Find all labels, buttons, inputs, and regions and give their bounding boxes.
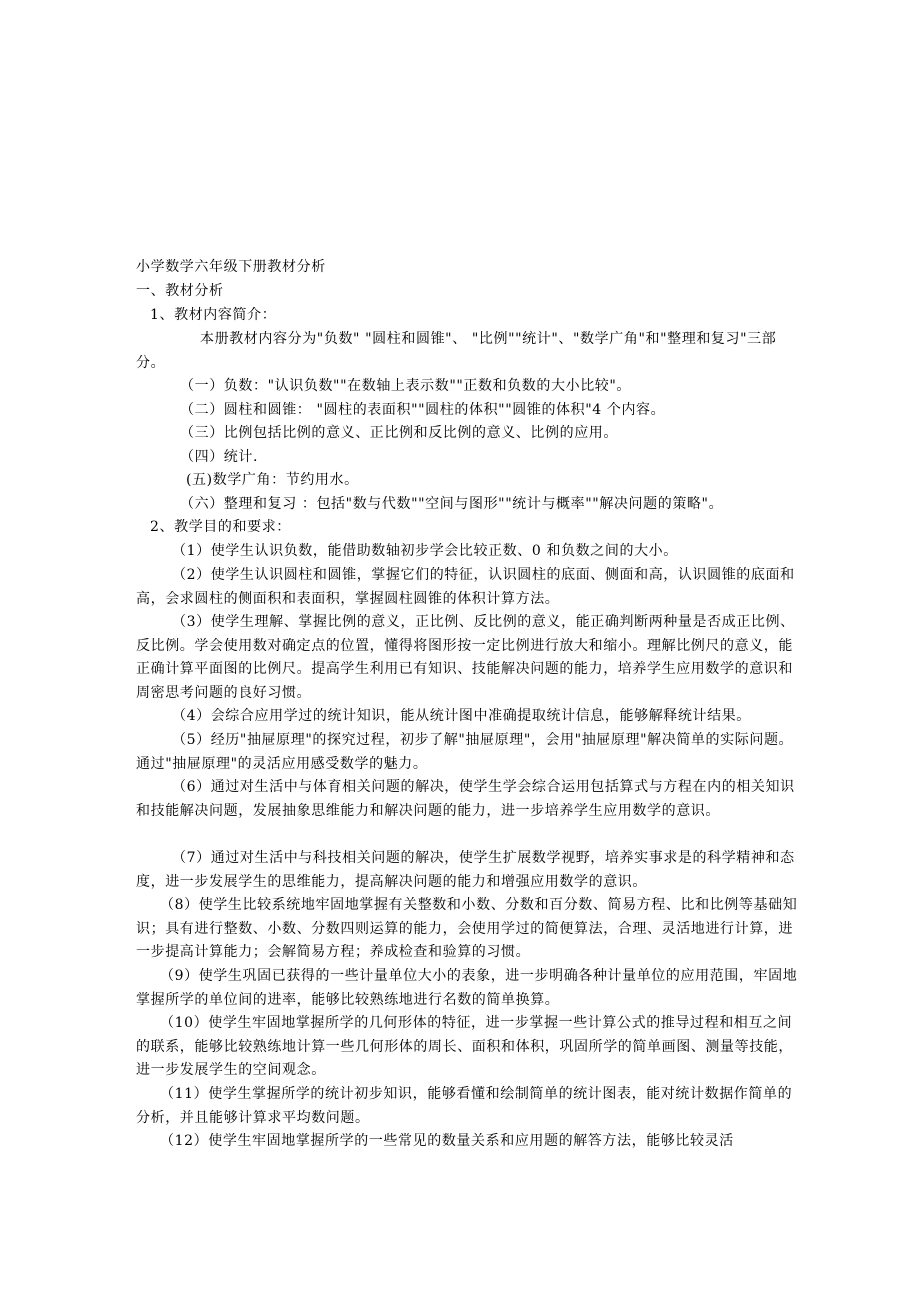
- content-item: （四）统计.: [180, 449, 259, 465]
- objective-paragraph: （4）会综合应用学过的统计知识，能从统计图中准确提取统计信息，能够解释统计结果。: [172, 708, 751, 724]
- objective-paragraph: （3）使学生理解、掌握比例的意义，正比例、反比例的意义，能正确判断两种量是否成正比例、反比例。学会使用数对确定点的位置，懂得将图形按一定比例进行放大和缩小。理解比例尺的意义，能正确计算平面图的比例尺。提高学生利用已有知识、技能解决问题的能力，培养学生应用数学的意识和周密思考问题的良好习惯。: [136, 614, 795, 701]
- objective-paragraph: （5）经历"抽屉原理"的探究过程，初步了解"抽屉原理"，会用"抽屉原理"解决简单的实际问题。通过"抽屉原理"的灵活应用感受数学的魅力。: [136, 732, 794, 772]
- objective-paragraph: （11）使学生掌握所学的统计初步知识，能够看懂和绘制简单的统计图表，能对统计数据作简单的分析，并且能够计算求平均数问题。: [136, 1086, 793, 1126]
- objective-paragraph: （1）使学生认识负数，能借助数轴初步学会比较正数、0 和负数之间的大小。: [172, 543, 678, 559]
- section-heading: 一、教材分析: [136, 283, 224, 299]
- content-item: （一）负数："认识负数""在数轴上表示数""正数和负数的大小比较"。: [180, 378, 632, 394]
- content-item: （二）圆柱和圆锥： "圆柱的表面积""圆柱的体积""圆锥的体积"4 个内容。: [180, 402, 666, 418]
- intro-paragraph: 本册教材内容分为"负数" "圆柱和圆锥"、 "比例""统计"、"数学广角"和"整理和复习"三部分。: [136, 331, 777, 371]
- subsection-heading: 1、教材内容简介：: [150, 307, 277, 323]
- objective-paragraph: （7）通过对生活中与科技相关问题的解决，使学生扩展数学视野，培养实事求是的科学精神和态度，进一步发展学生的思维能力，提高解决问题的能力和增强应用数学的意识。: [136, 850, 795, 890]
- objective-paragraph: （10）使学生牢固地掌握所学的几何形体的特征，进一步掌握一些计算公式的推导过程和相互之间的联系，能够比较熟练地计算一些几何形体的周长、面积和体积，巩固所学的简单画图、测量等技能，进一步发展学生的空间观念。: [136, 1015, 793, 1078]
- content-item: （六）整理和复习 ：包括"数与代数""空间与图形""统计与概率""解决问题的策略"。: [180, 496, 724, 512]
- objective-paragraph: （2）使学生认识圆柱和圆锥，掌握它们的特征，认识圆柱的底面、侧面和高，认识圆锥的底面和高，会求圆柱的侧面积和表面积，掌握圆柱圆锥的体积计算方法。: [136, 567, 795, 607]
- objective-paragraph: （12）使学生牢固地掌握所学的一些常见的数量关系和应用题的解答方法，能够比较灵活: [160, 1133, 734, 1149]
- content-item: （三）比例包括比例的意义、正比例和反比例的意义、比例的应用。: [180, 425, 618, 441]
- objective-paragraph: （8）使学生比较系统地牢固地掌握有关整数和小数、分数和百分数、简易方程、比和比例等基础知识；具有进行整数、小数、分数四则运算的能力，会使用学过的简便算法，合理、灵活地进行计算，进一步提高计算能力；会解简易方程；养成检查和验算的习惯。: [136, 897, 798, 960]
- content-item: (五)数学广角：节约用水。: [186, 472, 359, 488]
- subsection-heading: 2、教学目的和要求：: [150, 519, 291, 535]
- objective-paragraph: （6）通过对生活中与体育相关问题的解决，使学生学会综合运用包括算式与方程在内的相关知识和技能解决问题，发展抽象思维能力和解决问题的能力，进一步培养学生应用数学的意识。: [136, 779, 795, 819]
- objective-paragraph: （9）使学生巩固已获得的一些计量单位大小的表象，进一步明确各种计量单位的应用范围，牢固地掌握所学的单位间的进率，能够比较熟练地进行名数的简单换算。: [136, 968, 798, 1008]
- document-title: 小学数学六年级下册教材分析: [136, 259, 326, 275]
